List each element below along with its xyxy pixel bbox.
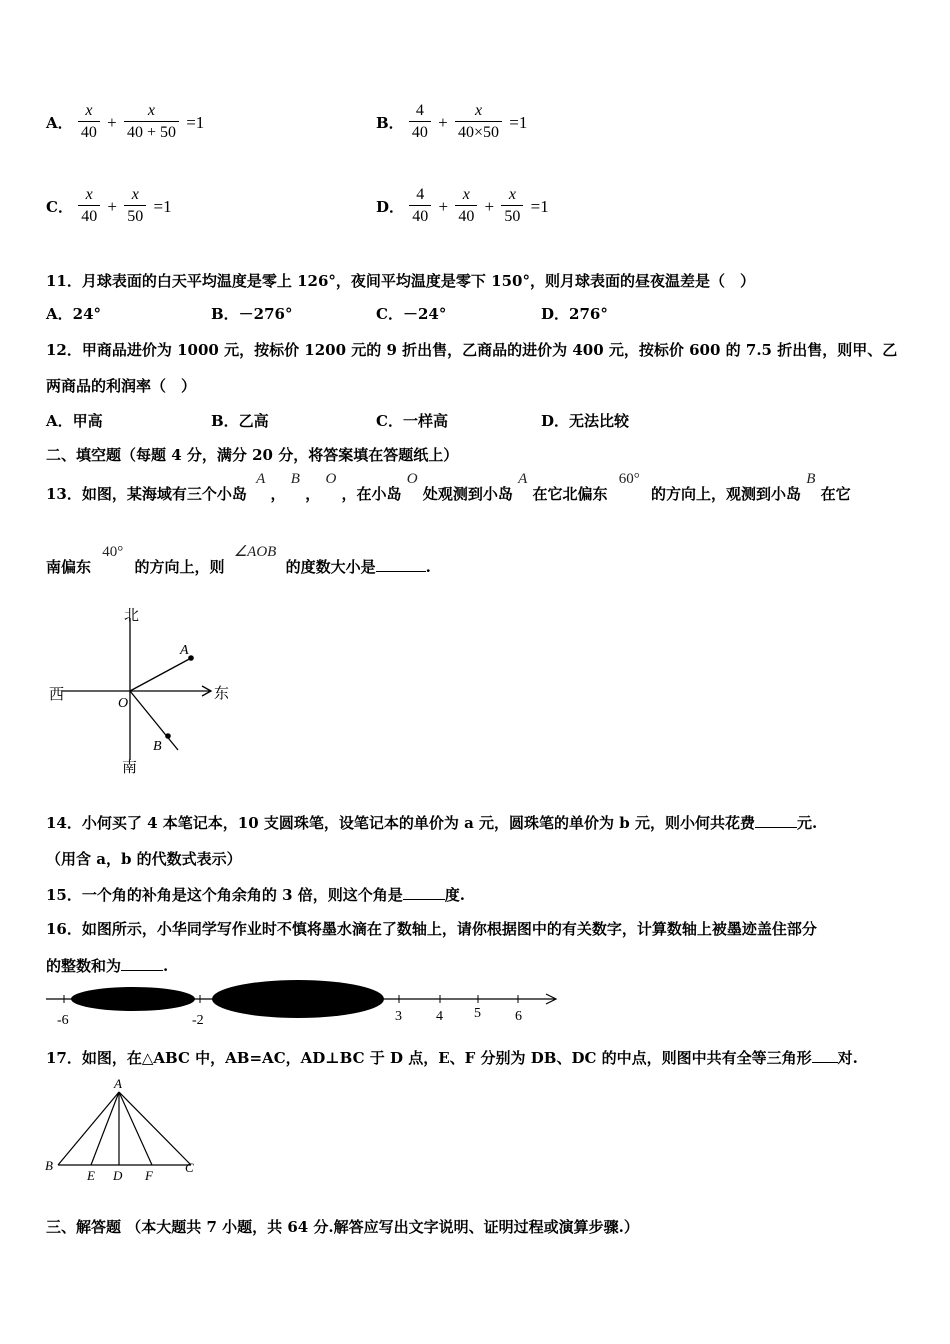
number-line-diagram [40, 980, 570, 1030]
north-label: 北 [124, 608, 140, 624]
answer-blank [121, 970, 163, 971]
section3-heading: 三、解答题 （本大题共 7 小题，共 64 分.解答应写出文字说明、证明过程或演算步骤.） [46, 1218, 639, 1236]
answer-blank [812, 1062, 838, 1063]
q14-line2: （用含 a，b 的代数式表示） [46, 850, 242, 868]
q10-option-b: B． $\frac{4}{40}$ + $\frac{x}{40\times 50}$ =1 [376, 101, 529, 144]
fraction: $\frac{x}{40\times 50}$ [455, 101, 502, 144]
q12-stem-line1: 12．甲商品进价为 1000 元，按标价 1200 元的 9 折出售，乙商品的进价为 400 元，按标价 600 的 7.5 折出售，则甲、乙 [46, 341, 898, 359]
q17: 17．如图，在△ABC 中，AB=AC，AD⊥BC 于 D 点，E、F 分别为 DB、DC 的中点，则图中共有全等三角形 对. [46, 1049, 858, 1067]
tick-label: 6 [515, 1009, 522, 1024]
q12-option-a: A．甲高 [46, 412, 103, 430]
fraction: $\frac{x}{40}$ [78, 185, 100, 228]
q16-line2: 的整数和为 . [46, 957, 169, 975]
ink-blot-right [212, 980, 384, 1018]
point-e-label: E [87, 1168, 95, 1183]
tick-label: 4 [436, 1009, 443, 1024]
tick-label: 5 [474, 1006, 481, 1021]
fraction: $\frac{x}{40}$ [455, 185, 477, 228]
point-d-label: D [113, 1168, 123, 1183]
q16-line1: 16．如图所示，小华同学写作业时不慎将墨水滴在了数轴上，请你根据图中的有关数字，计算数轴上被墨迹盖住部分 [46, 920, 817, 938]
q12-option-d: D．无法比较 [541, 412, 630, 430]
compass-diagram [40, 600, 240, 780]
answer-blank [403, 899, 445, 900]
option-label: C． [46, 198, 73, 216]
q11-option-a: A．24° [46, 305, 102, 323]
tick-label: -6 [57, 1013, 69, 1028]
option-label: A． [46, 114, 73, 132]
vertex-a-label: A [114, 1076, 122, 1091]
q15: 15．一个角的补角是这个角余角的 3 倍，则这个角是 度. [46, 886, 465, 904]
option-label: D． [376, 198, 405, 216]
q10-option-d: D． $\frac{4}{40}$ + $\frac{x}{40}$ + $\frac{x}{50}$ =1 [376, 185, 551, 228]
east-label: 东 [214, 686, 230, 702]
fraction: $\frac{x}{40}$ [78, 101, 100, 144]
fraction: $\frac{4}{40}$ [409, 101, 431, 144]
q11-option-b: B．－276° [211, 305, 293, 323]
fraction: $\frac{x}{40 + 50}$ [124, 101, 179, 144]
q11-stem: 11．月球表面的白天平均温度是零上 126°，夜间平均温度是零下 150°，则月球表面的昼夜温差是（ ） [46, 272, 755, 290]
q14-line1: 14．小何买了 4 本笔记本，10 支圆珠笔，设笔记本的单价为 a 元，圆珠笔的单价为 b 元，则小何共花费 元. [46, 814, 818, 832]
fraction: $\frac{x}{50}$ [124, 185, 146, 228]
fraction: $\frac{x}{50}$ [501, 185, 523, 228]
point-o-label: O [118, 696, 129, 711]
fraction: $\frac{4}{40}$ [409, 185, 431, 228]
point-b-label: B [153, 739, 162, 754]
q10-option-a: A． $\frac{x}{40}$ + $\frac{x}{40 + 50}$ =1 [46, 101, 206, 144]
tick-label: 3 [395, 1009, 402, 1024]
q12-option-c: C．一样高 [376, 412, 448, 430]
point-f-label: F [145, 1168, 153, 1183]
south-label: 南 [122, 760, 138, 776]
answer-blank [755, 827, 797, 828]
q12-option-b: B．乙高 [211, 412, 269, 430]
vertex-b-label: B [45, 1158, 53, 1173]
tick-label: -2 [192, 1013, 204, 1028]
q13-line1: 13．如图，某海域有三个小岛 A ， B ， O ，在小岛 O 处观测到小岛 A 在它北偏东 60° 的方向上，观测到小岛 B 在它 [46, 471, 851, 503]
option-label: B． [376, 114, 404, 132]
ink-blot-left [71, 987, 195, 1011]
q13-line2: 南偏东 40° 的方向上，则 ∠AOB 的度数大小是 . [46, 544, 431, 576]
point-a-label: A [180, 643, 189, 658]
q12-stem-line2: 两商品的利润率（ ） [46, 377, 197, 395]
vertex-c-label: C [185, 1160, 194, 1175]
triangle-diagram [40, 1072, 210, 1187]
q11-option-d: D．276° [541, 305, 608, 323]
answer-blank [376, 571, 426, 572]
q10-option-c: C． $\frac{x}{40}$ + $\frac{x}{50}$ =1 [46, 185, 174, 228]
section2-heading: 二、填空题（每题 4 分，满分 20 分，将答案填在答题纸上） [46, 446, 459, 464]
q11-option-c: C．－24° [376, 305, 447, 323]
west-label: 西 [49, 687, 65, 703]
